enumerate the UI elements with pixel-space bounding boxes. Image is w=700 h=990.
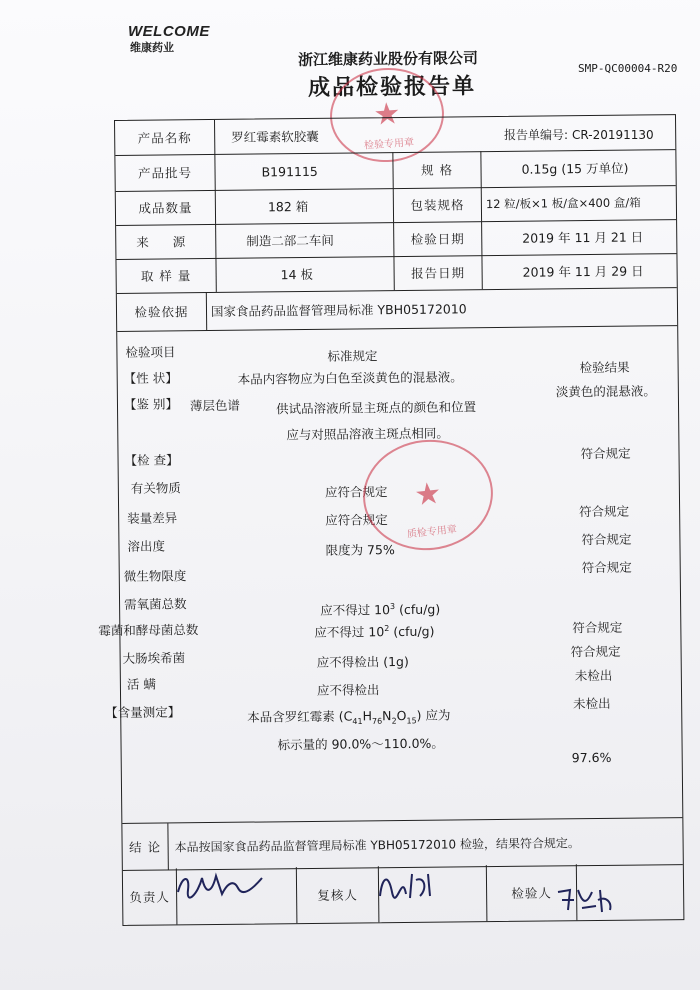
check-item: 需氧菌总数 [123, 596, 187, 612]
check-item: 霉菌和酵母菌总数 [98, 622, 199, 639]
check-standard: 应不得过 $10^3$ (cfu/g) [320, 601, 441, 618]
inspection-stamp: ★ 检验专用章 [327, 64, 447, 166]
test-date: 2019 年 11 月 21 日 [522, 229, 644, 246]
assay-standard-1: 本品含罗红霉素 $(C_{41}H_{76}N_2O_{15})$ 应为 [247, 707, 451, 727]
handwritten-signature [172, 866, 268, 900]
section-check: 【检 查】 [124, 452, 179, 468]
spec-value: 0.15g (15 万单位) [521, 160, 629, 177]
pack-value: 12 粒/板×1 板/盒×400 盒/箱 [485, 195, 641, 212]
report-title: 成品检验报告单 [307, 74, 477, 101]
check-standard: 应不得检出 [316, 682, 380, 698]
product-name: 罗红霉素软胶囊 [231, 128, 319, 145]
report-number: 报告单编号: CR-20191130 [504, 128, 654, 142]
batch-number: B191115 [215, 152, 393, 190]
test-basis: 国家食品药品监督管理局标准 YBH05172010 [210, 301, 467, 319]
check-standard: 应不得检出 (1g) [316, 653, 409, 670]
row-conclusion: 结 论 本品按国家食品药品监督管理局标准 YBH05172010 检验，结果符合规定。 [122, 817, 682, 871]
company-name: 浙江维康药业股份有限公司 [297, 49, 479, 69]
handwritten-signature [552, 882, 618, 916]
section-trait: 【性 状】 [123, 370, 178, 386]
row-source: 来 源 制造二部二车间 检验日期 2019 年 11 月 21 日 [116, 219, 676, 260]
check-result: 符合规定 [572, 619, 623, 636]
source-value: 制造二部二车间 [216, 222, 394, 258]
report-date: 2019 年 11 月 29 日 [522, 263, 644, 280]
section-assay: 【含量测定】 [105, 704, 181, 721]
check-item: 有关物质 [130, 480, 181, 496]
row-batch: 产品批号 B191115 规 格 0.15g (15 万单位) [115, 149, 675, 192]
check-item: 溶出度 [127, 538, 166, 554]
row-product-name: 产品名称 罗红霉素软胶囊 [115, 115, 675, 156]
check-result: 未检出 [574, 667, 613, 684]
quantity-value: 182 箱 [216, 188, 394, 224]
trait-result: 淡黄色的混悬液。 [555, 383, 656, 400]
check-standard: 应符合规定 [325, 512, 388, 528]
check-standard: 应不得过 $10^2$ (cfu/g) [314, 623, 435, 640]
col-header-item: 检验项目 [125, 344, 176, 360]
check-item: 微生物限度 [123, 568, 187, 584]
quality-stamp: ★ 质检专用章 [358, 434, 499, 557]
assay-result: 97.6% [571, 749, 612, 766]
check-standard: 限度为 75% [325, 542, 395, 558]
sample-value: 14 板 [216, 256, 394, 292]
col-header-standard: 标准规定 [327, 348, 378, 364]
star-icon: ★ [372, 96, 402, 133]
check-standard: 应符合规定 [324, 484, 388, 500]
check-result: 符合规定 [581, 531, 632, 548]
document-number: SMP-QC00004-R20 [578, 62, 678, 75]
col-header-result: 检验结果 [579, 359, 630, 376]
ident-standard-1: 供试品溶液所显主斑点的颜色和位置 [275, 399, 477, 417]
row-sample: 取 样 量 14 板 报告日期 2019 年 11 月 29 日 [116, 253, 676, 294]
check-item: 装量差异 [127, 510, 178, 526]
conclusion-text: 本品按国家食品药品监督管理局标准 YBH05172010 检验，结果符合规定。 [174, 835, 580, 854]
row-signatures: 负责人 复核人 检验人 [123, 863, 684, 925]
handwritten-signature [372, 866, 442, 902]
ident-result: 符合规定 [580, 445, 631, 462]
ident-method: 薄层色谱 [189, 397, 241, 414]
star-icon: ★ [412, 475, 444, 514]
results-section [98, 329, 682, 821]
check-result: 符合规定 [581, 559, 632, 576]
check-result: 符合规定 [579, 503, 630, 520]
row-quantity: 成品数量 182 箱 包装规格 12 粒/板×1 板/盒×400 盒/箱 [116, 185, 676, 226]
section-identification: 【鉴 别】 [123, 396, 179, 412]
assay-standard-2: 标示量的 90.0%～110.0%。 [277, 735, 444, 753]
row-basis: 检验依据 国家食品药品监督管理局标准 YBH05172010 [117, 287, 677, 332]
ident-standard-2: 应与对照品溶液主斑点相同。 [286, 425, 449, 443]
company-logo: WELCOME 维康药业 [128, 23, 210, 54]
check-item: 大肠埃希菌 [122, 650, 186, 666]
check-result: 符合规定 [570, 643, 621, 660]
check-item: 活 螨 [126, 676, 156, 692]
check-result: 未检出 [573, 695, 611, 712]
trait-standard: 本品内容物应为白色至淡黄色的混悬液。 [237, 369, 463, 387]
